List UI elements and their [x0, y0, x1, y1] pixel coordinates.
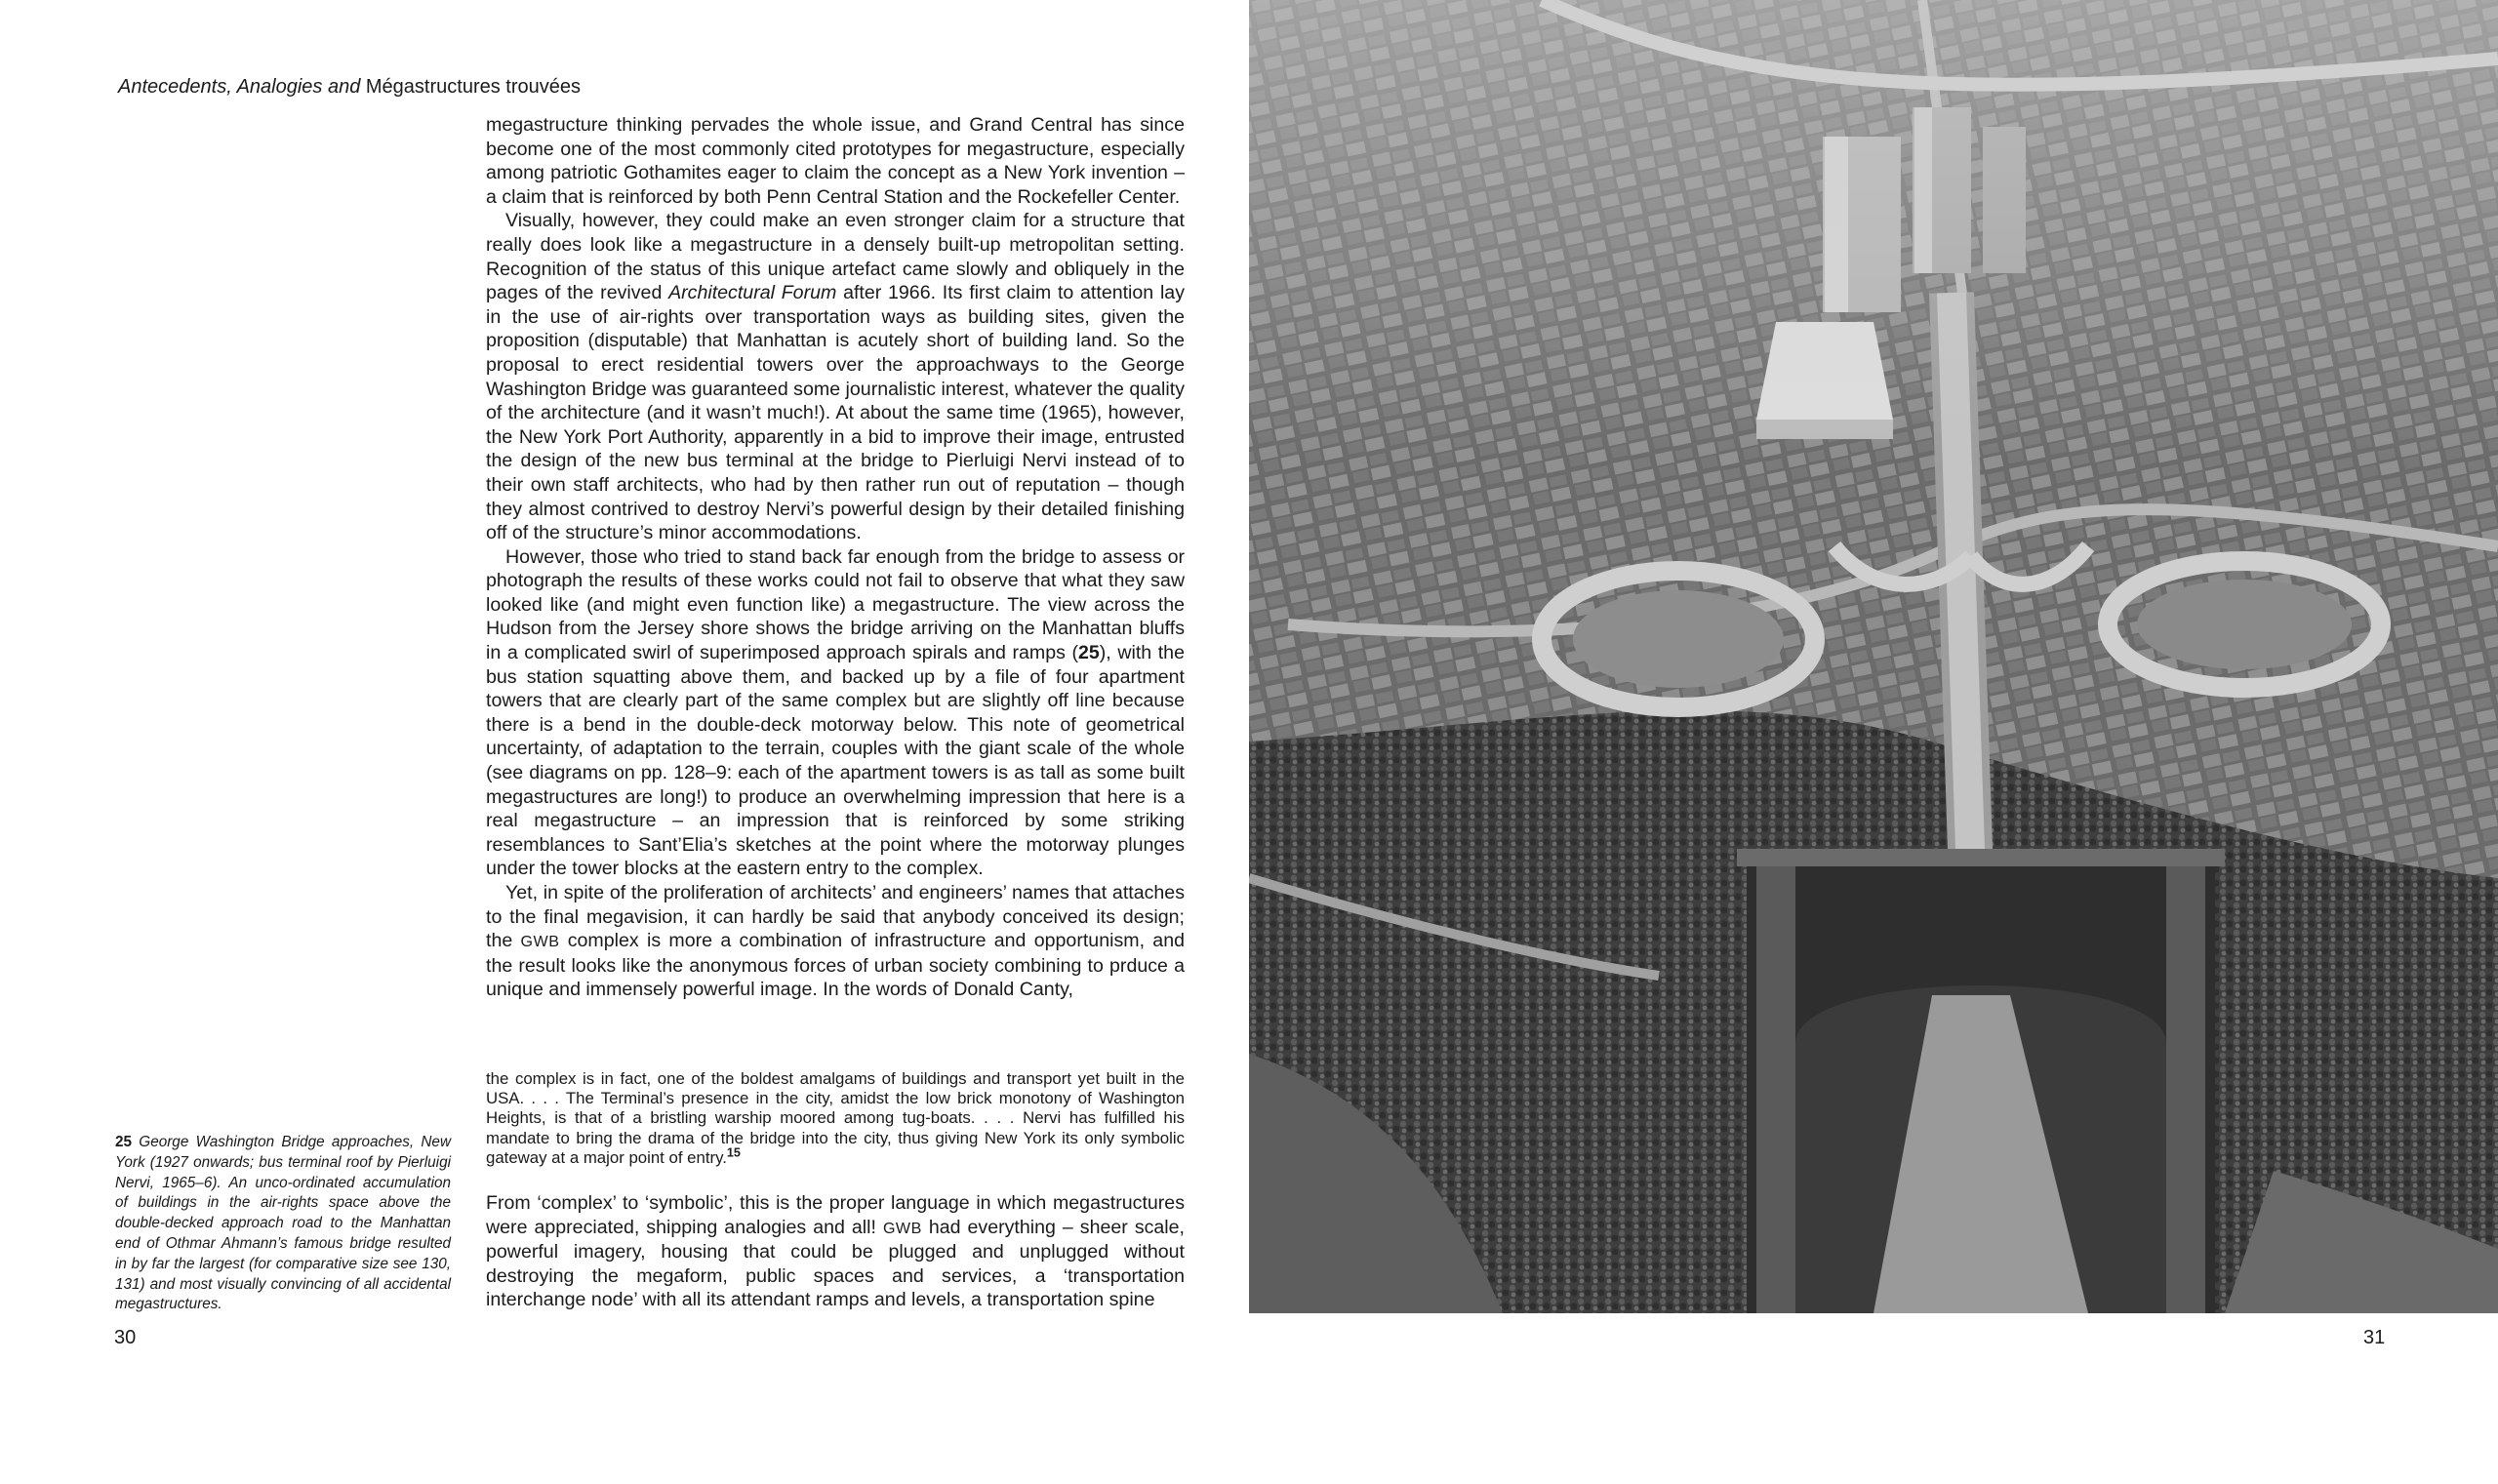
- paragraph-1: megastructure thinking pervades the whole issue, and Grand Central has since become one of the most commonly cited prototypes for megastructure, especially among patriotic Gothamites eager to claim the concept as a New York invention – a claim that is reinforced by both Penn Central Station and the Rockefeller Center.: [486, 114, 1185, 208]
- quote-text: the complex is in fact, one of the boldest amalgams of buildings and transport yet built in the USA. . . . The Terminal’s presence in the city, amidst the low brick monotony of Washington Heights, is that of a bristling warship moored among tug-boats. . . . Nervi has fulfilled his mandate to bring the drama of the bridge into the city, thus giving New York its only symbolic gateway at a major point of entry.: [486, 1069, 1185, 1167]
- main-text-column: [486, 113, 1185, 1002]
- paragraph-4-text-a: Yet, in spite of the proliferation of architects’ and engineers’ names that attaches to the final megavision, it can hardly be said that anybody conceived its design; the: [486, 882, 1185, 952]
- caption-text: George Washington Bridge approaches, New York (1927 onwards; bus terminal roof by Pierluigi Nervi, 1965–6). An unco-ordinated accumulation of buildings in the air-rights space above the double-decked approach road to the Manhattan end of Othmar Ahmann’s famous bridge resulted in by far the largest (for comparative size see 130, 131) and most visually convincing of all accidental megastructures.: [115, 1134, 451, 1313]
- paragraph-5-text-a: From ‘complex’ to ‘symbolic’, this is the proper language in which megastructures were appreciated, shipping analogies and all!: [486, 1192, 1185, 1238]
- paragraph-3: [486, 545, 1185, 881]
- paragraph-4-abbreviation: GWB: [520, 933, 560, 951]
- aerial-photo-drawing: [1249, 0, 2498, 1313]
- page-number-right: 31: [2363, 1327, 2386, 1348]
- figure-reference: 25: [1077, 642, 1100, 664]
- paragraph-4-text-b: complex is more a combination of infrastructure and opportunism, and the result looks like the anonymous forces of urban society combining to prduce a unique and immensely powerful image. In the words of Donald Canty,: [486, 930, 1185, 1001]
- paragraph-5: [486, 1191, 1185, 1312]
- running-head-roman: Mégastructures trouvées: [365, 76, 581, 98]
- paragraph-2-text-a: Visually, however, they could make an even stronger claim for a structure that really does look like a megastructure in a densely built-up metropolitan setting. Recognition of the status of this unique artefact came slowly and obliquely in the pages of the revived: [486, 210, 1185, 304]
- aerial-photo: [1249, 0, 2498, 1313]
- figure-caption: [115, 1133, 451, 1315]
- paragraph-3-text-a: However, those who tried to stand back far enough from the bridge to assess or photograph the results of these works could not fail to observe that what they saw looked like (and might even function like) a megastructure. The view across the Hudson from the Jersey shore shows the bridge arriving on the Manhattan bluffs in a complicated swirl of superimposed approach spirals and ramps (: [486, 545, 1185, 664]
- paragraph-2-text-b: after 1966. Its first claim to attention lay in the use of air-rights over transportation ways as building sites, given the proposition (disputable) that Manhattan is acutely short of building land. So the proposal to erect residential towers over the approachways to the George Washington Bridge was guaranteed some journalistic interest, whatever the quality of the architecture (and it wasn’t much!). At about the same time (1965), however, the New York Port Authority, apparently in a bid to improve their image, entrusted the design of the new bus terminal at the bridge to Pierluigi Nervi instead of to their own staff architects, who had by then rather run out of reputation – though they almost contrived to destroy Nervi’s powerful design by their detailed finishing off of the structure’s minor accommodations.: [486, 282, 1185, 544]
- caption-number: 25: [115, 1134, 133, 1150]
- paragraph-2: [486, 209, 1185, 544]
- paragraph-5-text-b: had everything – sheer scale, powerful imagery, housing that could be plugged and unplugged without destroying the megaform, public spaces and services, a ‘transportation interchange node’ with all its attendant ramps and levels, a transportation spine: [486, 1216, 1186, 1311]
- paragraph-3-text-b: ), with the bus station squatting above them, and backed up by a file of four apartment towers that are clearly part of the same complex but are slightly off line because there is a bend in the double-deck motorway below. This note of geometrical uncertainty, of adaptation to the terrain, couples with the giant scale of the whole (see diagrams on pp. 128–9: each of the apartment towers is as tall as some built megastructures are long!) to produce an overwhelming impression that here is a real megastructure – an impression that is reinforced by some striking resemblances to Sant’Elia’s sketches at the point where the motorway plunges under the tower blocks at the eastern entry to the complex.: [486, 642, 1185, 880]
- paragraph-4: [486, 881, 1185, 1002]
- block-quote: [486, 1069, 1185, 1168]
- continuation-text: [486, 1191, 1185, 1312]
- running-head-italic: Antecedents, Analogies and: [118, 76, 366, 98]
- paragraph-5-abbreviation: GWB: [882, 1219, 922, 1237]
- page-number-left: 30: [114, 1327, 137, 1348]
- running-head: [118, 73, 581, 100]
- paragraph-2-journal-title: Architectural Forum: [668, 282, 837, 304]
- footnote-marker: 15: [726, 1145, 741, 1160]
